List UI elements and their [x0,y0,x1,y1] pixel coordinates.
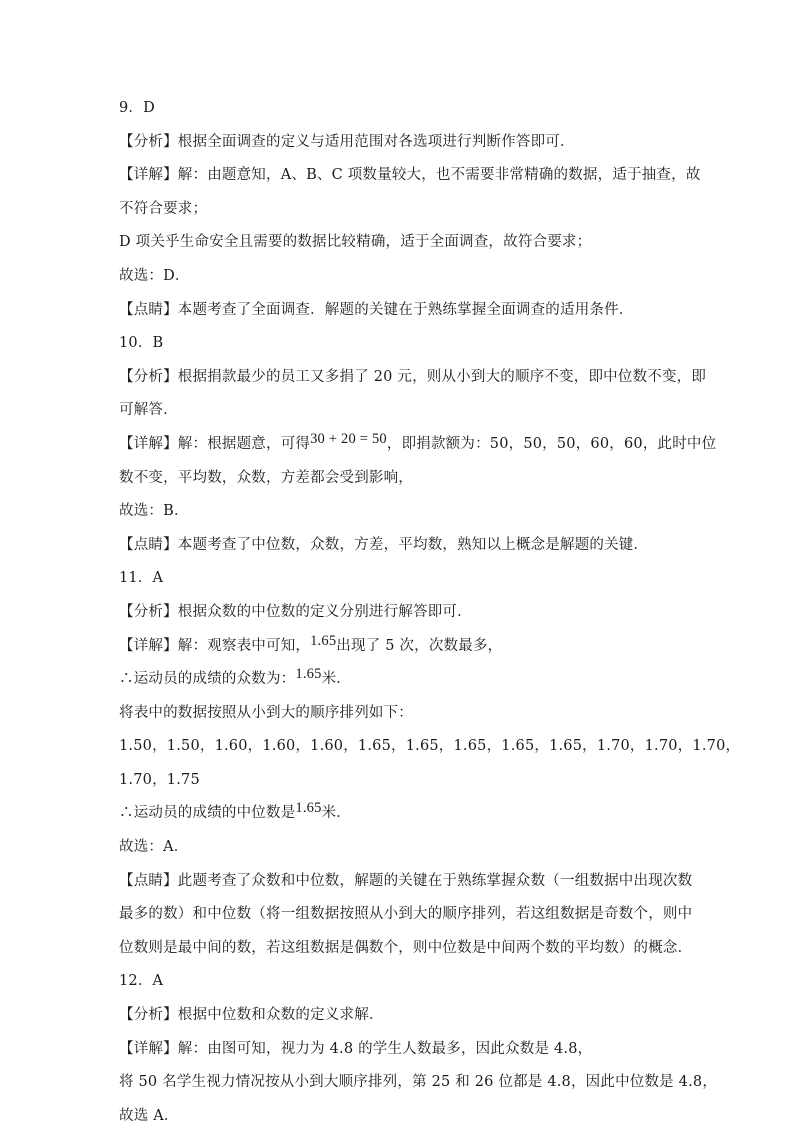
text-line: 【分析】根据捐款最少的员工又多捐了 20 元，则从小到大的顺序不变，即中位数不变，即 [119,368,707,385]
text-line: 【详解】解：由图可知，视力为 4.8 的学生人数最多，因此众数是 4.8， [119,1040,593,1057]
text-line: 9．D [119,100,155,116]
text-line: 可解答． [119,402,178,419]
text-line: 1.70，1.75 [119,771,200,788]
text-line [119,801,689,835]
text-line: 将表中的数据按照从小到大的顺序排列如下： [119,704,413,721]
text-span: 【详解】解：根据题意，可得 [119,435,311,452]
text-line: 最多的数）和中位数（将一组数据按照从小到大的顺序排列，若这组数据是奇数个，则中 [119,906,693,923]
text-line: 将 50 名学生视力情况按从小到大顺序排列，第 25 和 26 位都是 4.8，因此中位数是 4.8， [119,1074,718,1091]
text-span: ，即捐款额为：50，50，50，60，60，此时中位 [386,435,717,452]
text-line: 12．A [119,973,164,990]
text-span: 出现了 5 次，次数最多， [336,637,503,654]
text-line: 【分析】根据全面调查的定义与适用范围对各选项进行判断作答即可． [119,133,575,150]
text-span: 【详解】解：观察表中可知， [119,637,311,654]
text-line: D 项关乎生命安全且需要的数据比较精确，适于全面调查，故符合要求； [119,234,592,251]
text-line: 10．B [119,335,164,352]
text-line: 【点睛】此题考查了众数和中位数，解题的关键在于熟练掌握众数（一组数据中出现次数 [119,872,693,889]
text-line: 【点睛】本题考查了全面调查．解题的关键在于熟练掌握全面调查的适用条件． [119,301,634,318]
text-line [119,430,717,466]
text-line: 数不变，平均数，众数，方差都会受到影响， [119,469,413,486]
document-body [119,96,741,1137]
text-line: 故选：A． [119,839,189,856]
text-span: 米． [321,671,351,688]
text-span: 米． [321,805,351,822]
text-line [119,667,689,701]
text-span: ∴运动员的成绩的众数为： [119,671,296,688]
text-line: 【分析】根据中位数和众数的定义求解． [119,1007,384,1024]
text-line: 故选：B． [119,503,189,520]
text-span: ∴运动员的成绩的中位数是 [119,805,296,822]
text-line: 【分析】根据众数的中位数的定义分别进行解答即可． [119,603,472,620]
text-line: 11．A [119,570,164,587]
math-expression: 1.65 [310,632,337,649]
text-line: 故选 A． [119,1107,179,1124]
text-line: 位数则是最中间的数，若这组数据是偶数个，则中位数是中间两个数的平均数）的概念． [119,939,693,956]
text-line: 【点睛】本题考查了中位数，众数，方差，平均数，熟知以上概念是解题的关键． [119,536,649,553]
text-line: 不符合要求； [119,200,208,217]
text-line: 故选：D． [119,267,190,284]
text-line: 1.50，1.50，1.60，1.60，1.60，1.65，1.65，1.65，1.65，1.65，1.70，1.70，1.70， [119,738,741,755]
text-line [119,634,689,668]
math-expression: 30 + 20 = 50 [310,430,387,447]
math-expression: 1.65 [295,800,322,817]
text-line: 【详解】解：由题意知，A、B、C 项数量较大，也不需要非常精确的数据，适于抽查，故 [119,167,701,184]
math-expression: 1.65 [295,666,322,683]
